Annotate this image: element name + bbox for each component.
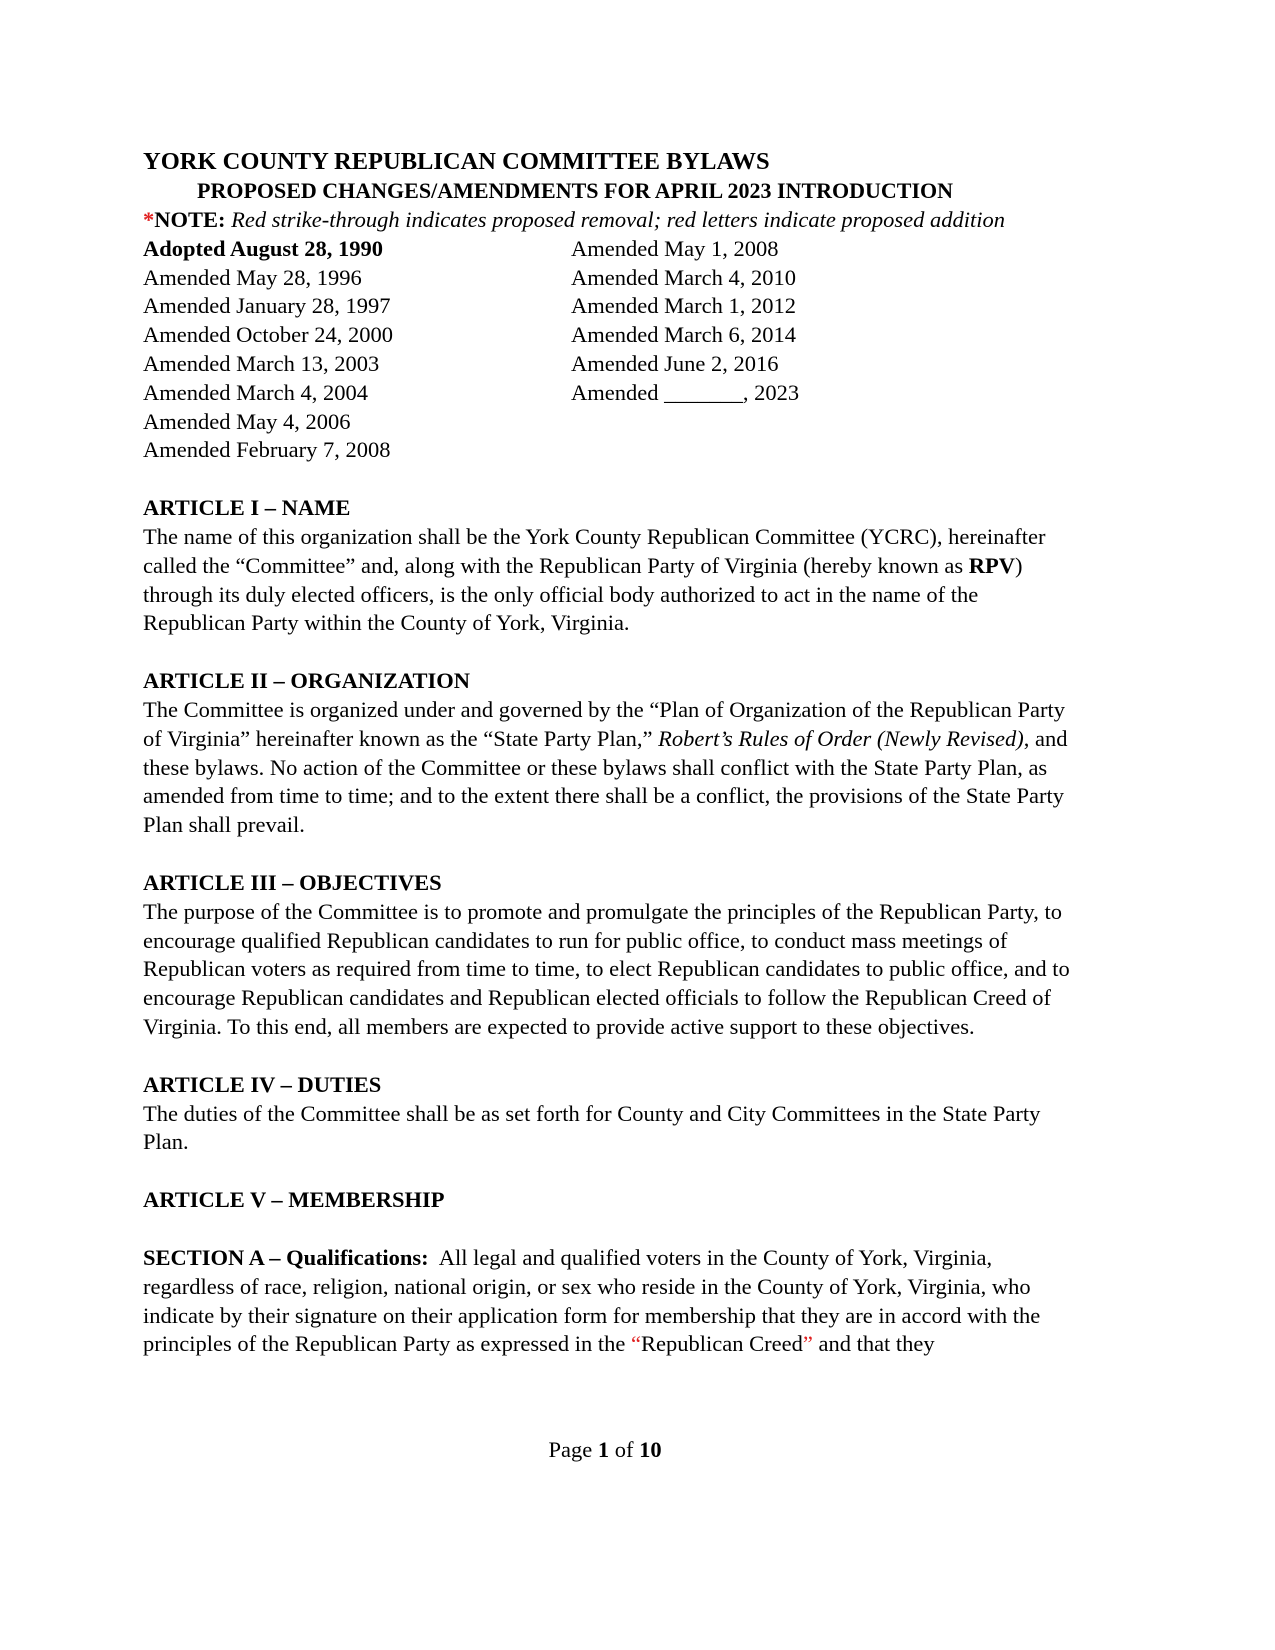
article-5-section-a (143, 1244, 1083, 1359)
article-4-body: The duties of the Committee shall be as set forth for County and City Committees in the State Party Plan. (143, 1100, 1041, 1155)
amended-date: Amended January 28, 1997 (143, 293, 391, 319)
added-open-quote: “ (631, 1331, 641, 1357)
adopted-date: Adopted August 28, 1990 (143, 235, 384, 261)
note-label: NOTE: (154, 207, 226, 232)
section-a-text-cont: and that they (812, 1331, 935, 1357)
amended-date: Amended February 7, 2008 (143, 437, 391, 463)
dates-left-column (143, 235, 571, 465)
republican-creed-text: Republican Creed (641, 1331, 803, 1357)
article-2-text: The Committee is organized under and governed by the “Plan of Organization of the Republican Party of Virginia” hereinafter known as the “State Party Plan,” (143, 696, 1066, 751)
document-page (143, 148, 1083, 1359)
article-2-heading: ARTICLE II – ORGANIZATION (143, 668, 470, 694)
amendment-dates (143, 235, 1083, 465)
rpv-abbrev: RPV (968, 552, 1015, 578)
dates-right-column (571, 235, 999, 465)
note-asterisk: * (143, 207, 155, 232)
amended-date: Amended March 4, 2010 (571, 264, 796, 290)
page-total: 10 (639, 1437, 662, 1462)
article-2-text-cont: , and these bylaws. No action of the Committee or these bylaws shall conflict with the State Party Plan, as amended from time to time; and to the extent there shall be a conflict, the provisions of the State Party Plan shall prevail. (143, 725, 1068, 838)
article-5-heading: ARTICLE V – MEMBERSHIP (143, 1187, 445, 1213)
amended-date: Amended March 4, 2004 (143, 379, 368, 405)
article-4-heading: ARTICLE IV – DUTIES (143, 1071, 382, 1097)
note-text: Red strike-through indicates proposed removal; red letters indicate proposed addition (225, 207, 1005, 232)
roberts-rules-title: Robert’s Rules of Order (Newly Revised) (658, 725, 1024, 751)
article-1-text: The name of this organization shall be the York County Republican Committee (YCRC), hereinafter called the “Committee” and, along with the Republican Party of Virginia (hereby known as (143, 523, 1046, 578)
article-1-body (143, 523, 1083, 638)
article-2-body (143, 696, 1083, 840)
amended-date: Amended March 1, 2012 (571, 293, 796, 319)
amended-date: Amended May 4, 2006 (143, 408, 351, 434)
document-title: YORK COUNTY REPUBLICAN COMMITTEE BYLAWS (143, 148, 770, 175)
amended-date: Amended May 1, 2008 (571, 235, 779, 261)
page-number: 1 (597, 1437, 610, 1462)
page-footer (0, 1437, 1210, 1463)
article-1-heading: ARTICLE I – NAME (143, 495, 351, 521)
amended-date: Amended October 24, 2000 (143, 322, 393, 348)
article-1-text-cont: ) through its duly elected officers, is the only official body authorized to act in the name of the Republican Party within the County of York, Virginia. (143, 552, 1023, 636)
amended-date: Amended June 2, 2016 (571, 350, 779, 376)
page-word: Page (548, 1437, 598, 1462)
added-close-quote: ” (802, 1331, 813, 1357)
article-3-heading: ARTICLE III – OBJECTIVES (143, 869, 442, 895)
amended-date: Amended May 28, 1996 (143, 264, 362, 290)
article-3-body: The purpose of the Committee is to promote and promulgate the principles of the Republican Party, to encourage qualified Republican candidates to run for public office, to conduct mass meetings of Republican voters as required from time to time, to elect Republican candidates to public office, and to encourage Republican candidates and Republican elected officials to follow the Republican Creed of Virginia. To this end, all members are expected to provide active support to these objectives. (143, 898, 1070, 1039)
section-a-label: SECTION A – Qualifications: (143, 1244, 429, 1270)
of-word: of (609, 1437, 640, 1462)
amended-date: Amended _______, 2023 (571, 379, 800, 405)
edit-note (143, 206, 1083, 235)
amended-date: Amended March 13, 2003 (143, 350, 380, 376)
document-subtitle: PROPOSED CHANGES/AMENDMENTS FOR APRIL 2023 INTRODUCTION (197, 178, 954, 203)
amended-date: Amended March 6, 2014 (571, 322, 796, 348)
section-a-text: All legal and qualified voters in the County of York, Virginia, regardless of race, religion, national origin, or sex who reside in the County of York, Virginia, who indicate by their signature on their application form for membership that they are in accord with the principles of the Republican Party as expressed in the (143, 1244, 1046, 1357)
